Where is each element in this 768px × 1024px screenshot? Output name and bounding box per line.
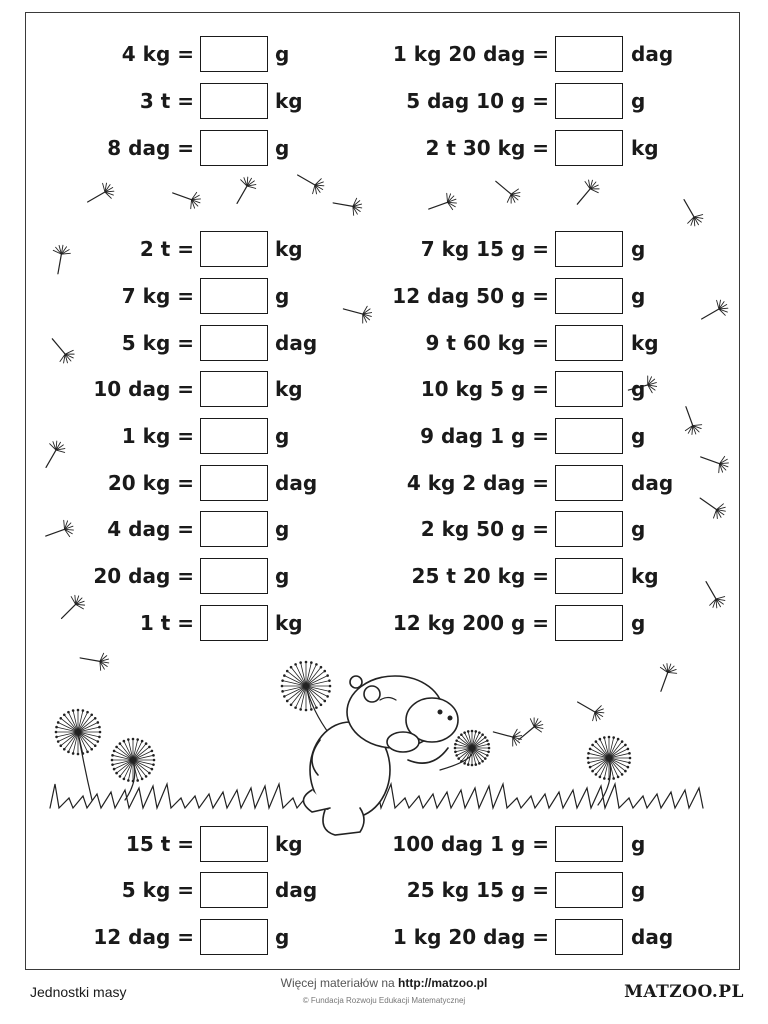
exercise-expression: 4 kg 2 dag = <box>406 471 549 495</box>
answer-box[interactable] <box>200 418 268 454</box>
dandelion-seed-icon <box>698 577 728 611</box>
exercise-expression: 5 kg = <box>121 878 194 902</box>
dandelion-seed-icon <box>170 185 203 211</box>
dandelion-seed-icon <box>79 649 111 671</box>
exercise-expression: 25 t 20 kg = <box>411 564 549 588</box>
answer-box[interactable] <box>200 826 268 862</box>
exercise-expression: 12 kg 200 g = <box>392 611 549 635</box>
exercise-expression: 8 dag = <box>107 136 194 160</box>
exercise-expression: 10 dag = <box>93 377 194 401</box>
answer-unit: kg <box>275 89 303 113</box>
answer-box[interactable] <box>200 325 268 361</box>
answer-unit: dag <box>631 471 674 495</box>
answer-unit: g <box>631 517 646 541</box>
answer-box[interactable] <box>555 558 623 594</box>
dandelion-flower-icon <box>587 736 632 805</box>
answer-box[interactable] <box>555 919 623 955</box>
answer-unit: kg <box>631 136 659 160</box>
answer-box[interactable] <box>200 231 268 267</box>
answer-box[interactable] <box>200 872 268 908</box>
exercise-expression: 7 kg = <box>121 284 194 308</box>
answer-box[interactable] <box>200 278 268 314</box>
worksheet-title: Jednostki masy <box>30 984 127 1000</box>
exercise-expression: 3 t = <box>139 89 194 113</box>
copyright-text: © Fundacja Rozwoju Edukacji Matematycznej <box>302 996 466 1005</box>
answer-box[interactable] <box>555 36 623 72</box>
answer-box[interactable] <box>555 325 623 361</box>
exercise-expression: 20 dag = <box>93 564 194 588</box>
dandelion-seed-icon <box>697 297 731 327</box>
answer-box[interactable] <box>200 83 268 119</box>
dandelion-seed-icon <box>83 180 117 210</box>
dandelion-seed-icon <box>571 176 603 209</box>
exercise-expression: 2 t = <box>139 237 194 261</box>
answer-unit: kg <box>275 377 303 401</box>
exercise-expression: 20 kg = <box>107 471 194 495</box>
answer-box[interactable] <box>555 278 623 314</box>
dandelion-seed-icon <box>490 175 523 207</box>
answer-box[interactable] <box>200 465 268 501</box>
answer-box[interactable] <box>200 36 268 72</box>
answer-box[interactable] <box>555 231 623 267</box>
answer-box[interactable] <box>200 371 268 407</box>
dandelion-seed-icon <box>341 300 374 324</box>
answer-box[interactable] <box>555 418 623 454</box>
answer-box[interactable] <box>200 605 268 641</box>
answer-unit: g <box>275 424 290 448</box>
answer-box[interactable] <box>555 826 623 862</box>
exercise-expression: 1 t = <box>139 611 194 635</box>
answer-box[interactable] <box>555 465 623 501</box>
answer-unit: g <box>631 89 646 113</box>
dandelion-seed-icon <box>229 174 259 208</box>
dandelion-seed-icon <box>293 167 327 197</box>
answer-box[interactable] <box>200 558 268 594</box>
answer-unit: g <box>631 237 646 261</box>
answer-unit: kg <box>275 832 303 856</box>
dandelion-seed-icon <box>695 491 729 522</box>
dandelion-seed-icon <box>698 449 731 475</box>
answer-box[interactable] <box>555 371 623 407</box>
dandelion-flower-icon <box>281 661 332 735</box>
exercise-expression: 1 kg 20 dag = <box>392 925 549 949</box>
dandelion-seed-icon <box>678 404 704 437</box>
dandelion-seed-icon <box>49 244 71 276</box>
answer-unit: g <box>631 878 646 902</box>
answer-unit: g <box>631 424 646 448</box>
hippo-illustration <box>304 676 459 835</box>
answer-box[interactable] <box>200 511 268 547</box>
answer-unit: g <box>631 284 646 308</box>
answer-unit: kg <box>631 564 659 588</box>
dandelion-seed-icon <box>676 195 706 229</box>
exercise-expression: 10 kg 5 g = <box>420 377 549 401</box>
answer-box[interactable] <box>555 511 623 547</box>
dandelion-flower-icon <box>55 709 102 800</box>
dandelion-seed-icon <box>38 438 68 472</box>
answer-unit: kg <box>275 237 303 261</box>
dandelion-seed-icon <box>573 694 607 724</box>
dandelion-seed-icon <box>332 194 364 216</box>
exercise-expression: 12 dag 50 g = <box>392 284 549 308</box>
dandelion-seed-icon <box>46 333 78 366</box>
exercise-expression: 15 t = <box>125 832 194 856</box>
exercise-expression: 2 kg 50 g = <box>420 517 549 541</box>
answer-unit: g <box>631 832 646 856</box>
dandelion-seed-icon <box>491 723 524 747</box>
dandelion-seed-icon <box>55 592 88 625</box>
exercise-expression: 9 t 60 kg = <box>425 331 549 355</box>
answer-box[interactable] <box>555 872 623 908</box>
exercise-expression: 12 dag = <box>93 925 194 949</box>
exercise-expression: 4 kg = <box>121 42 194 66</box>
exercise-expression: 5 kg = <box>121 331 194 355</box>
answer-box[interactable] <box>555 83 623 119</box>
answer-box[interactable] <box>200 130 268 166</box>
answer-unit: g <box>275 136 290 160</box>
dandelion-flower-icon <box>111 738 156 800</box>
dandelion-seed-icon <box>426 191 459 217</box>
answer-unit: g <box>275 564 290 588</box>
exercise-expression: 25 kg 15 g = <box>406 878 549 902</box>
answer-unit: kg <box>275 611 303 635</box>
exercise-expression: 1 kg 20 dag = <box>392 42 549 66</box>
exercise-expression: 100 dag 1 g = <box>392 832 549 856</box>
answer-unit: g <box>631 377 646 401</box>
answer-box[interactable] <box>555 605 623 641</box>
exercise-expression: 1 kg = <box>121 424 194 448</box>
answer-unit: kg <box>631 331 659 355</box>
answer-unit: g <box>275 284 290 308</box>
exercise-expression: 5 dag 10 g = <box>406 89 549 113</box>
answer-unit: dag <box>275 878 318 902</box>
more-materials-text: Więcej materiałów na <box>280 976 395 990</box>
answer-unit: g <box>631 611 646 635</box>
answer-unit: dag <box>631 925 674 949</box>
answer-unit: dag <box>275 471 318 495</box>
dandelion-seed-icon <box>653 661 679 694</box>
answer-box[interactable] <box>555 130 623 166</box>
answer-unit: dag <box>275 331 318 355</box>
site-link[interactable]: http://matzoo.pl <box>398 976 488 990</box>
dandelion-seed-icon <box>43 518 76 544</box>
answer-unit: g <box>275 925 290 949</box>
exercise-expression: 4 dag = <box>107 517 194 541</box>
answer-unit: dag <box>631 42 674 66</box>
exercise-expression: 2 t 30 kg = <box>425 136 549 160</box>
exercise-expression: 7 kg 15 g = <box>420 237 549 261</box>
answer-unit: g <box>275 42 290 66</box>
brand-logo: MATZOO.PL <box>624 982 744 1002</box>
exercise-expression: 9 dag 1 g = <box>420 424 549 448</box>
answer-box[interactable] <box>200 919 268 955</box>
answer-unit: g <box>275 517 290 541</box>
